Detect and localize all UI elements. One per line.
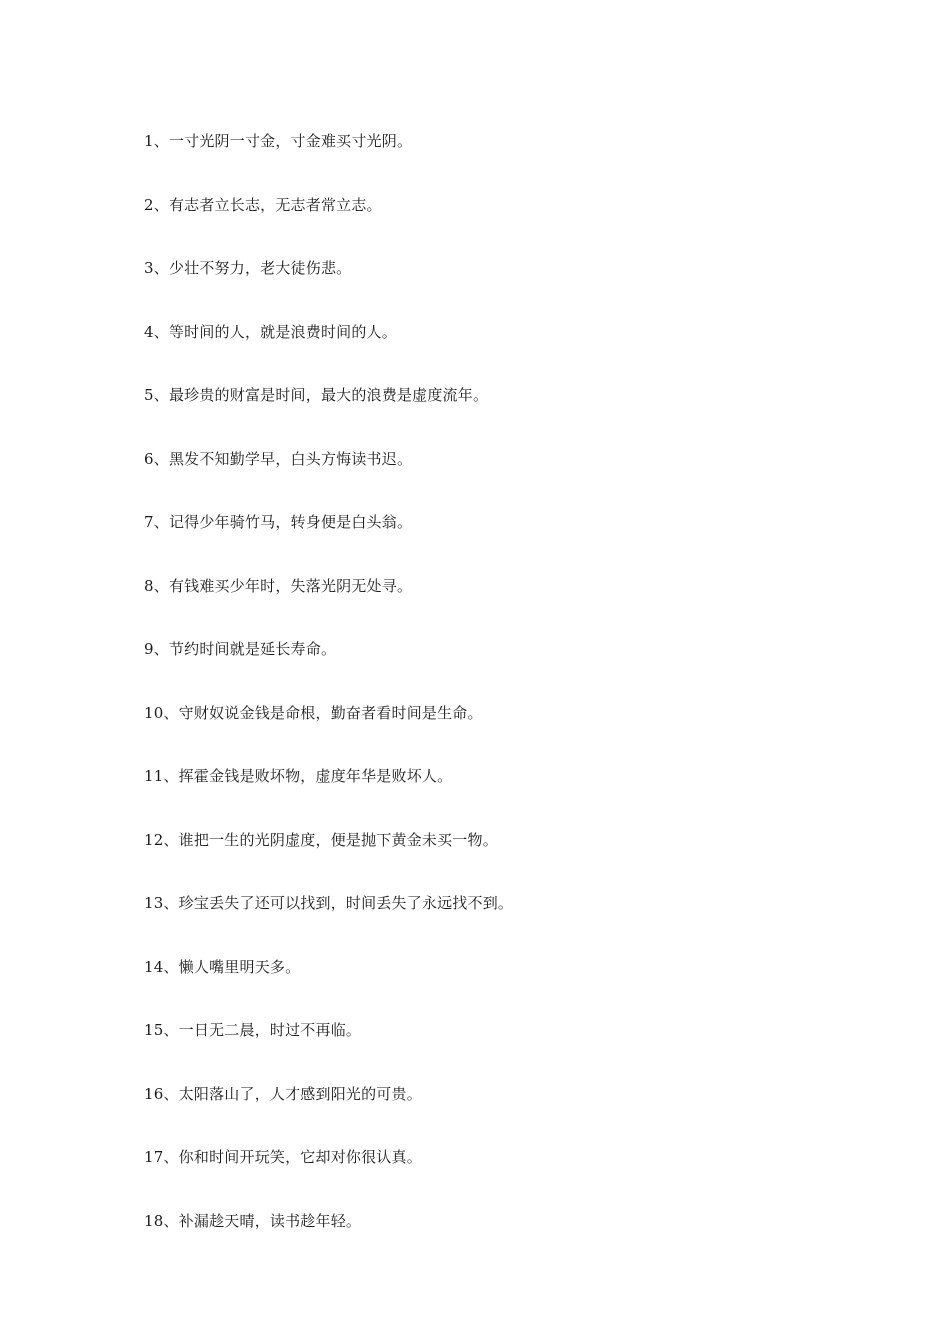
quote-item: 10、守财奴说金钱是命根，勤奋者看时间是生命。 [144,703,483,722]
quote-item: 11、挥霍金钱是败坏物，虚度年华是败坏人。 [144,767,453,785]
quote-item: 18、补漏趁天晴，读书趁年轻。 [144,1211,362,1230]
quote-item: 13、珍宝丢失了还可以找到，时间丢失了永远找不到。 [144,894,514,912]
quote-item: 16、太阳落山了，人才感到阳光的可贵。 [144,1084,422,1103]
quote-list [144,128,904,1271]
quote-item: 2、有志者立长志，无志者常立志。 [144,195,382,214]
quote-item: 12、谁把一生的光阴虚度，便是抛下黄金未买一物。 [144,830,498,849]
quote-item: 14、懒人嘴里明天多。 [144,957,301,976]
quote-item: 7、记得少年骑竹马，转身便是白头翁。 [144,513,413,531]
quote-item: 9、节约时间就是延长寿命。 [144,640,337,658]
quote-item: 3、少壮不努力，老大徒伤悲。 [144,259,352,277]
quote-item: 17、你和时间开玩笑，它却对你很认真。 [144,1148,422,1166]
quote-item: 1、一寸光阴一寸金，寸金难买寸光阴。 [144,132,413,150]
quote-item: 4、等时间的人，就是浪费时间的人。 [144,322,397,341]
quote-item: 8、有钱难买少年时，失落光阴无处寻。 [144,576,413,595]
quote-item: 6、黑发不知勤学早，白头方悔读书迟。 [144,449,413,468]
quote-item: 5、最珍贵的财富是时间，最大的浪费是虚度流年。 [144,386,489,404]
quote-item: 15、一日无二晨，时过不再临。 [144,1021,362,1039]
